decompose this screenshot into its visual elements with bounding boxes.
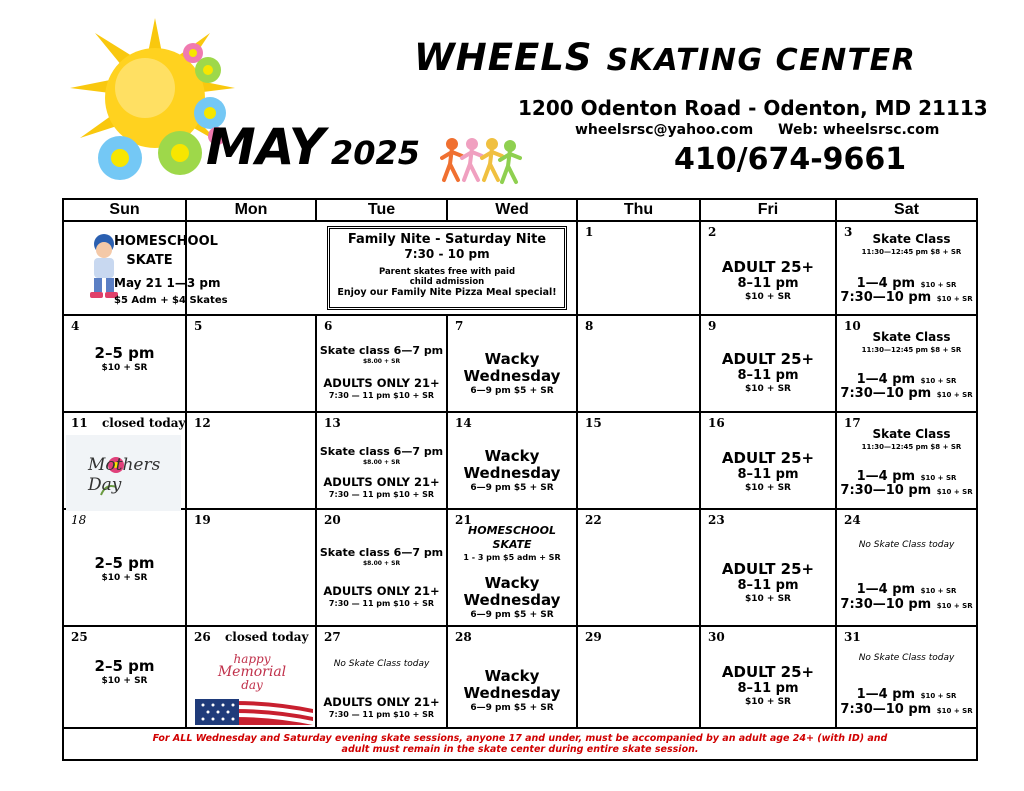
- sat-time2: 7:30—10 pm: [840, 386, 932, 401]
- weekday-wed: Wed: [447, 199, 577, 221]
- wacky-info: 6—9 pm $5 + SR: [470, 483, 554, 493]
- day-number: 24: [844, 513, 861, 527]
- day-number: 26: [194, 630, 211, 644]
- day-cell-11[interactable]: [63, 412, 186, 509]
- wacky-line2: Wednesday: [463, 464, 561, 482]
- day-number: 25: [71, 630, 88, 644]
- sat-time1: 1—4 pm: [856, 372, 916, 387]
- sat-price2: $10 + SR: [936, 391, 973, 399]
- tue-class: Skate class 6—7 pm: [319, 546, 444, 559]
- weekday-header-row: [63, 199, 977, 221]
- no-class-note: No Skate Class today: [858, 540, 955, 550]
- day-cell-17[interactable]: [836, 412, 977, 509]
- day-cell-24[interactable]: [836, 509, 977, 626]
- sat-evening: [837, 593, 976, 612]
- sat-price2: $10 + SR: [936, 707, 973, 715]
- no-class-note: No Skate Class today: [333, 659, 430, 669]
- day-number: 21: [455, 513, 472, 527]
- weekday-sun: Sun: [63, 199, 186, 221]
- day-cell-3[interactable]: [836, 221, 977, 315]
- day-number: 13: [324, 416, 341, 430]
- sat-price1: $10 + SR: [920, 692, 957, 700]
- tue-adults: ADULTS ONLY 21+: [323, 475, 440, 489]
- homeschool-info: 1 - 3 pm $5 adm + SR: [463, 553, 561, 562]
- wacky-info: 6—9 pm $5 + SR: [470, 703, 554, 713]
- adult-time: 8–11 pm: [737, 681, 799, 696]
- day-number: 17: [844, 416, 861, 430]
- tue-class-price: $8.00 + SR: [362, 560, 401, 567]
- day-cell-12[interactable]: [186, 412, 316, 509]
- day-cell-4[interactable]: [63, 315, 186, 412]
- day-cell-5[interactable]: [186, 315, 316, 412]
- sat-price1: $10 + SR: [920, 474, 957, 482]
- day-number: 10: [844, 319, 861, 333]
- brand-name-part2: SKATING CENTER: [606, 43, 917, 78]
- sat-time1: 1—4 pm: [856, 582, 916, 597]
- memorial-line1: happy: [233, 652, 271, 666]
- closed-label: closed today: [102, 416, 186, 430]
- tue-adults: ADULTS ONLY 21+: [323, 376, 440, 390]
- wacky-line1: Wacky: [484, 574, 540, 592]
- day-number: 19: [194, 513, 211, 527]
- family-nite-box: [327, 226, 567, 310]
- day-number: 16: [708, 416, 725, 430]
- footer-row: [63, 728, 977, 760]
- tue-adults-info: 7:30 — 11 pm $10 + SR: [328, 599, 435, 608]
- skate-class-title: Skate Class: [872, 330, 951, 344]
- sat-time1: 1—4 pm: [856, 469, 916, 484]
- adult-title: ADULT 25+: [721, 560, 815, 578]
- sat-time2: 7:30—10 pm: [840, 597, 932, 612]
- adult-price: $10 + SR: [744, 292, 791, 302]
- tue-adults: ADULTS ONLY 21+: [323, 584, 440, 598]
- weekday-mon: Mon: [186, 199, 316, 221]
- day-cell-13[interactable]: [316, 412, 447, 509]
- wacky-line2: Wednesday: [463, 367, 561, 385]
- day-cell-14[interactable]: [447, 412, 577, 509]
- tue-adults-info: 7:30 — 11 pm $10 + SR: [328, 391, 435, 400]
- day-cell-19[interactable]: [186, 509, 316, 626]
- homeschool-promo-cell: [63, 221, 228, 315]
- mothers-day-graphic: [66, 435, 181, 511]
- wacky-line2: Wednesday: [463, 591, 561, 609]
- sun-price: $10 + SR: [101, 573, 148, 583]
- day-number: 30: [708, 630, 725, 644]
- sun-time: 2–5 pm: [94, 344, 155, 362]
- homeschool-title: HOMESCHOOL: [468, 524, 556, 537]
- homeschool-date: May 21 1—3 pm: [114, 276, 221, 290]
- sun-time: 2–5 pm: [94, 657, 155, 675]
- sun-price: $10 + SR: [101, 676, 148, 686]
- day-cell-31[interactable]: [836, 626, 977, 728]
- calendar-grid: [62, 198, 978, 761]
- day-number: 4: [71, 319, 80, 333]
- memorial-line3: day: [241, 678, 263, 692]
- week-row-2: [63, 315, 977, 412]
- adult-time: 8–11 pm: [737, 578, 799, 593]
- skaters-graphic: [440, 136, 522, 192]
- day-number: 27: [324, 630, 341, 644]
- day-cell-27[interactable]: [316, 626, 447, 728]
- day-cell-1[interactable]: [577, 221, 700, 315]
- day-cell-21[interactable]: [447, 509, 577, 626]
- footer-line2: adult must remain in the skate center during entire skate session.: [341, 744, 699, 755]
- sat-price1: $10 + SR: [920, 587, 957, 595]
- day-number: 31: [844, 630, 861, 644]
- day-cell-28[interactable]: [447, 626, 577, 728]
- sat-evening: [837, 382, 976, 401]
- brand-name-part1: WHEELS: [414, 36, 593, 79]
- day-number: 3: [844, 225, 853, 239]
- email-link[interactable]: wheelsrsc@yahoo.com: [575, 122, 754, 138]
- homeschool-title: HOMESCHOOL: [114, 234, 218, 249]
- weekday-fri: Fri: [700, 199, 836, 221]
- adult-title: ADULT 25+: [721, 258, 815, 276]
- day-cell-30[interactable]: [700, 626, 836, 728]
- day-cell-2[interactable]: [700, 221, 836, 315]
- day-cell-8[interactable]: [577, 315, 700, 412]
- day-cell-16[interactable]: [700, 412, 836, 509]
- skate-class-time: 11:30—12:45 pm $8 + SR: [861, 443, 962, 451]
- day-number: 1: [585, 225, 594, 239]
- week-row-5: [63, 626, 977, 728]
- day-number: 14: [455, 416, 472, 430]
- day-number: 8: [585, 319, 594, 333]
- tue-adults-info: 7:30 — 11 pm $10 + SR: [328, 490, 435, 499]
- day-number: 12: [194, 416, 211, 430]
- skate-class-title: Skate Class: [872, 232, 951, 246]
- homeschool-subtitle: SKATE: [126, 253, 173, 268]
- wacky-line1: Wacky: [484, 667, 540, 685]
- sat-time1: 1—4 pm: [856, 276, 916, 291]
- sat-evening: [837, 479, 976, 498]
- day-number: 18: [71, 513, 87, 527]
- day-number: 20: [324, 513, 341, 527]
- day-cell-18[interactable]: [63, 509, 186, 626]
- sat-price2: $10 + SR: [936, 295, 973, 303]
- phone-number: 410/674-9661: [674, 142, 907, 177]
- adult-title: ADULT 25+: [721, 350, 815, 368]
- adult-time: 8–11 pm: [737, 276, 799, 291]
- week-row-4: [63, 509, 977, 626]
- tue-class-price: $8.00 + SR: [362, 459, 401, 466]
- weekday-tue: Tue: [316, 199, 447, 221]
- day-number: 28: [455, 630, 472, 644]
- day-number: 29: [585, 630, 602, 644]
- skate-class-title: Skate Class: [872, 427, 951, 441]
- day-cell-15[interactable]: [577, 412, 700, 509]
- day-number: 6: [324, 319, 333, 333]
- sat-time2: 7:30—10 pm: [840, 702, 932, 717]
- day-cell-9[interactable]: [700, 315, 836, 412]
- sat-time2: 7:30—10 pm: [840, 290, 932, 305]
- adult-time: 8–11 pm: [737, 368, 799, 383]
- american-flag-icon: [195, 699, 313, 725]
- day-number: 11: [71, 416, 88, 430]
- wacky-line2: Wednesday: [463, 684, 561, 702]
- day-cell-22[interactable]: [577, 509, 700, 626]
- day-cell-20[interactable]: [316, 509, 447, 626]
- day-number: 9: [708, 319, 717, 333]
- sat-time2: 7:30—10 pm: [840, 483, 932, 498]
- family-nite-time: 7:30 - 10 pm: [404, 247, 490, 261]
- tue-adults: ADULTS ONLY 21+: [323, 695, 440, 709]
- web-link[interactable]: Web: wheelsrsc.com: [778, 122, 940, 138]
- day-cell-26[interactable]: [186, 626, 316, 728]
- wacky-line1: Wacky: [484, 350, 540, 368]
- month-name: MAY: [206, 118, 325, 176]
- adult-title: ADULT 25+: [721, 449, 815, 467]
- adult-title: ADULT 25+: [721, 663, 815, 681]
- weekday-sat: Sat: [836, 199, 977, 221]
- skate-class-time: 11:30—12:45 pm $8 + SR: [861, 346, 962, 354]
- memorial-line2: Memorial: [217, 664, 287, 680]
- day-cell-7[interactable]: [447, 315, 577, 412]
- day-number: 22: [585, 513, 602, 527]
- address: 1200 Odenton Road - Odenton, MD 21113: [518, 96, 988, 120]
- family-nite-line1: Parent skates free with paid: [378, 267, 516, 277]
- adult-time: 8–11 pm: [737, 467, 799, 482]
- tue-adults-info: 7:30 — 11 pm $10 + SR: [328, 710, 435, 719]
- footer-note: [63, 728, 977, 760]
- family-nite-cell: [186, 221, 577, 315]
- day-number: 7: [455, 319, 464, 333]
- weekday-thu: Thu: [577, 199, 700, 221]
- footer-line1: For ALL Wednesday and Saturday evening skate sessions, anyone 17 and under, must be accompanied by an adult age 24+ (with ID) and: [152, 733, 888, 744]
- sat-price2: $10 + SR: [936, 602, 973, 610]
- sun-price: $10 + SR: [101, 363, 148, 373]
- day-cell-25[interactable]: [63, 626, 186, 728]
- memorial-day-graphic: [197, 653, 307, 692]
- family-nite-line2: child admission: [409, 277, 485, 287]
- wacky-info: 6—9 pm $5 + SR: [470, 610, 554, 620]
- day-cell-23[interactable]: [700, 509, 836, 626]
- day-number: 23: [708, 513, 725, 527]
- day-cell-29[interactable]: [577, 626, 700, 728]
- month-title: [206, 118, 420, 176]
- month-year: 2025: [330, 134, 420, 172]
- sat-evening: [837, 286, 976, 305]
- tue-class-price: $8.00 + SR: [362, 358, 401, 365]
- family-nite-title: Family Nite - Saturday Nite: [347, 232, 547, 247]
- day-cell-6[interactable]: [316, 315, 447, 412]
- adult-price: $10 + SR: [744, 594, 791, 604]
- week-row-3: [63, 412, 977, 509]
- homeschool-subtitle: SKATE: [492, 538, 532, 551]
- week-row-1: [63, 221, 977, 315]
- tue-class: Skate class 6—7 pm: [319, 445, 444, 458]
- adult-price: $10 + SR: [744, 384, 791, 394]
- wacky-info: 6—9 pm $5 + SR: [470, 386, 554, 396]
- day-number: 5: [194, 319, 203, 333]
- sat-price1: $10 + SR: [920, 281, 957, 289]
- sat-price1: $10 + SR: [920, 377, 957, 385]
- skate-class-time: 11:30—12:45 pm $8 + SR: [861, 248, 962, 256]
- day-cell-10[interactable]: [836, 315, 977, 412]
- sat-time1: 1—4 pm: [856, 687, 916, 702]
- adult-price: $10 + SR: [744, 697, 791, 707]
- adult-price: $10 + SR: [744, 483, 791, 493]
- sat-evening: [837, 698, 976, 717]
- closed-label: closed today: [225, 630, 309, 644]
- tue-class: Skate class 6—7 pm: [319, 344, 444, 357]
- sat-price2: $10 + SR: [936, 488, 973, 496]
- brand-title: [414, 36, 916, 79]
- day-number: 2: [708, 225, 717, 239]
- sun-time: 2–5 pm: [94, 554, 155, 572]
- homeschool-price: $5 Adm + $4 Skates: [114, 295, 228, 306]
- no-class-note: No Skate Class today: [858, 653, 955, 663]
- wacky-line1: Wacky: [484, 447, 540, 465]
- mothers-day-text: Mothers Day: [88, 455, 161, 495]
- family-nite-line3: Enjoy our Family Nite Pizza Meal special!: [337, 287, 557, 298]
- day-number: 15: [585, 416, 602, 430]
